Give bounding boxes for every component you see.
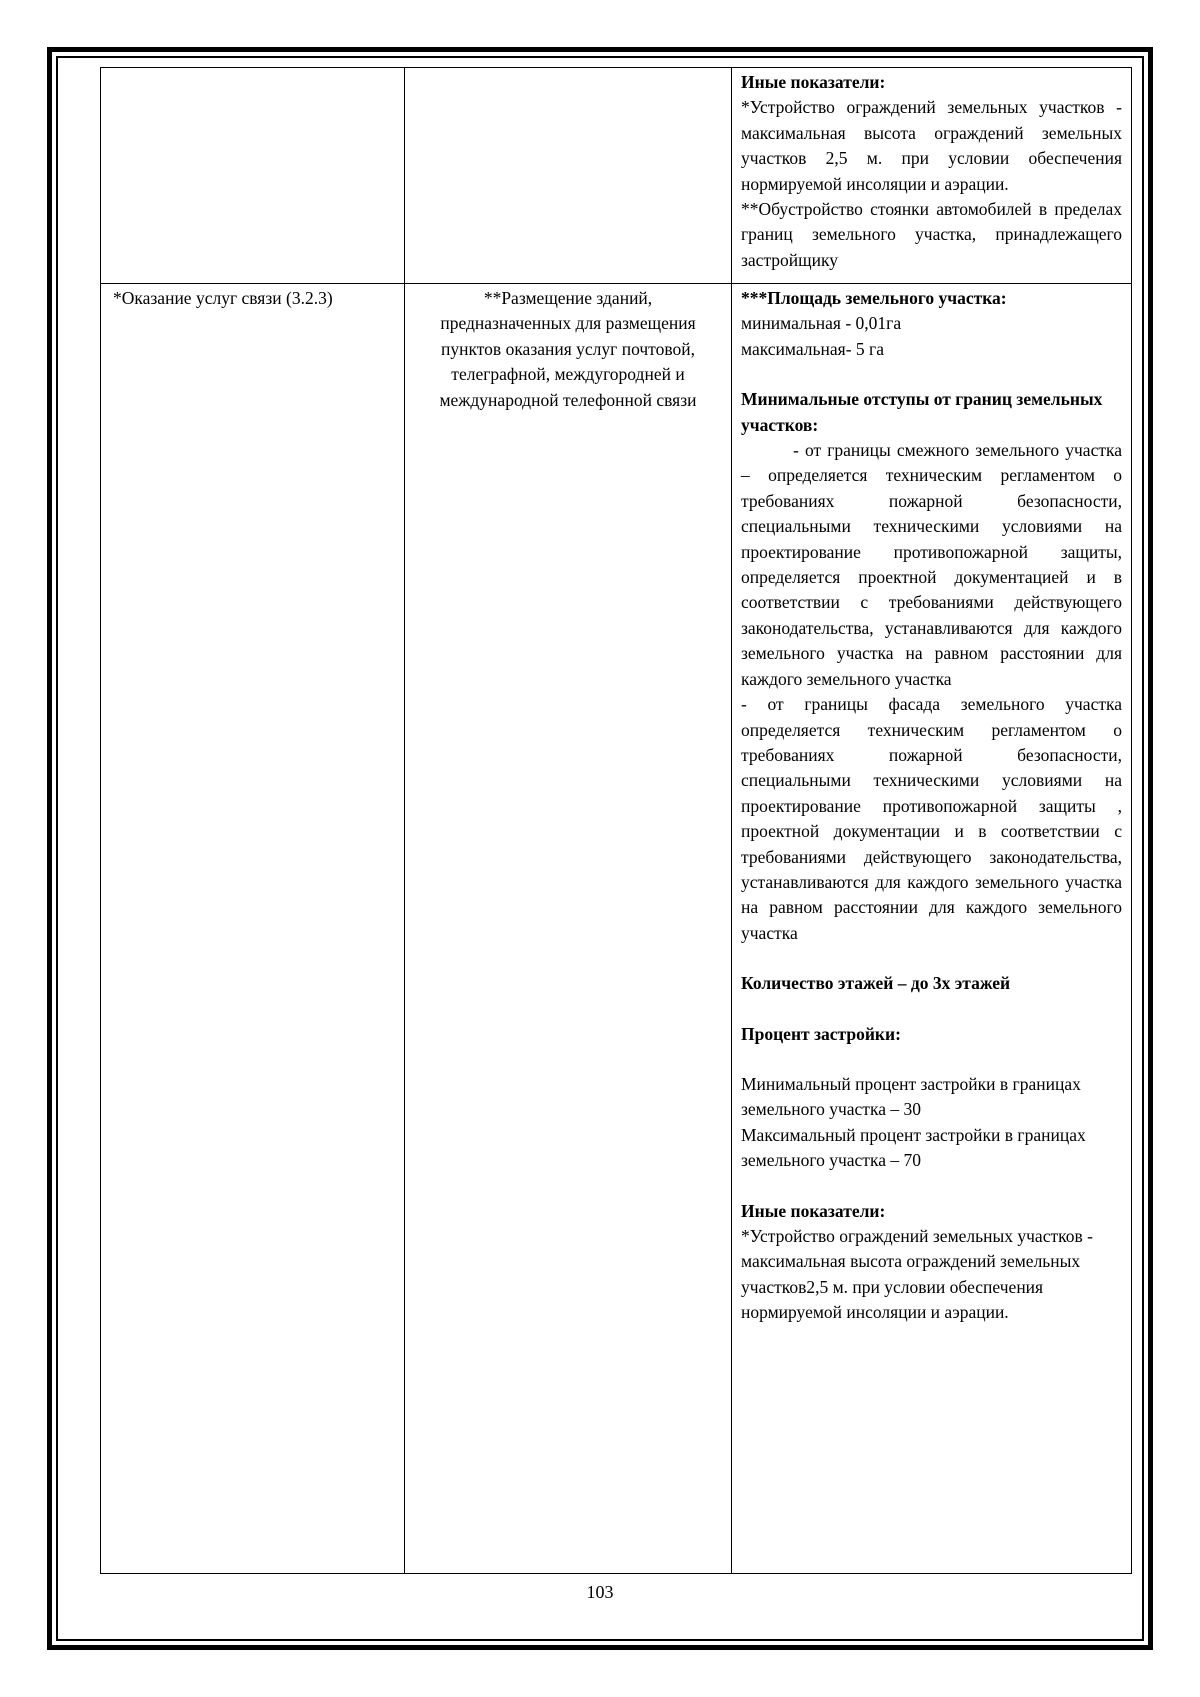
setbacks-heading: Минимальные отступы от границ земельных участков: <box>741 389 1103 435</box>
parking-text: **Обустройство стоянки автомобилей в пределах границ земельного участка, принадлежащего застройщику <box>741 199 1122 270</box>
section-heading: Иные показатели: <box>741 72 886 92</box>
setback-adjacent-text: - от границы смежного земельного участка – определяется техническим регламентом о требованиях пожарной безопасности, специальными техническими условиями на проектирование противопожарной защиты, определяется проектной документацией и в соответствии с требованиями действующего законодательства, устанавливаются для каждого земельного участка на равном расстоянии для каждого земельного участка <box>741 440 1122 689</box>
table-cell-description <box>405 284 732 1574</box>
table-row <box>101 68 1132 284</box>
table-cell-use-type <box>101 284 405 1574</box>
table-cell-parameters <box>732 284 1132 1574</box>
regulations-table <box>100 67 1132 1574</box>
area-heading: ***Площадь земельного участка: <box>741 288 1007 308</box>
use-description: **Размещение зданий, предназначенных для размещения пунктов оказания услуг почтовой, телеграфной, междугородней и международной телефонной связи <box>439 288 697 410</box>
table-cell-parameters <box>732 68 1132 284</box>
other-heading: Иные показатели: <box>741 1200 886 1221</box>
setback-facade-text: - от границы фасада земельного участка определяется техническим регламентом о требованиях пожарной безопасности, специальными техническими условиями на проектирование противопожарной защиты , проектной документации и в соответствии с требованиями действующего законодательства, устанавливаются для каждого земельного участка на равном расстоянии для каждого земельного участка <box>741 694 1122 943</box>
other-fence-text: *Устройство ограждений земельных участков - максимальная высота ограждений земельных участков2,5 м. при условии обеспечения нормируемой инсоляции и аэрации. <box>741 1226 1093 1323</box>
use-type-label: *Оказание услуг связи (3.2.3) <box>113 288 333 308</box>
coverage-min: Минимальный процент застройки в границах земельного участка – 30 <box>741 1073 1081 1120</box>
floors-text: Количество этажей – до 3х этажей <box>741 973 1011 994</box>
coverage-heading: Процент застройки: <box>741 1023 901 1044</box>
area-min: минимальная - 0,01га <box>741 313 902 334</box>
area-max: максимальная- 5 га <box>741 338 884 359</box>
page-number: 103 <box>586 1582 614 1602</box>
table-cell-empty <box>101 68 405 284</box>
table-row <box>101 284 1132 1574</box>
table-cell-empty <box>405 68 732 284</box>
fence-text: *Устройство ограждений земельных участков - максимальная высота ограждений земельных участков 2,5 м. при условии обеспечения нормируемой инсоляции и аэрации. <box>741 97 1122 194</box>
coverage-max: Максимальный процент застройки в границах земельного участка – 70 <box>741 1124 1086 1171</box>
